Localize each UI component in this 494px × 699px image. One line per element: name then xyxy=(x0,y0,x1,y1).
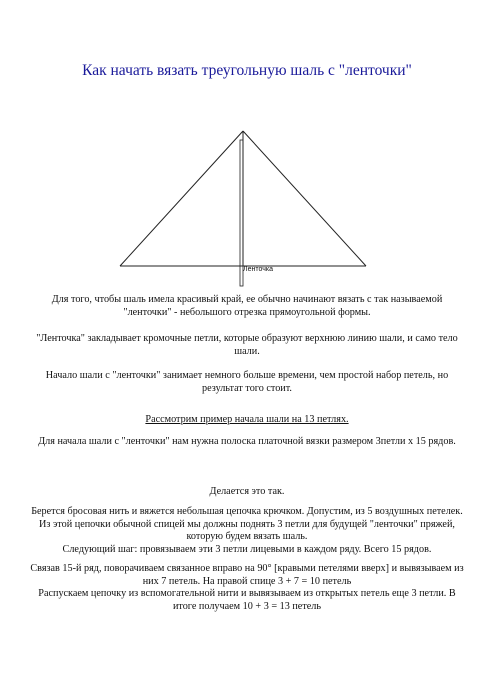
strip-paragraph: Для начала шали с "ленточки" нам нужна полоска платочной вязки размером 3петли х 15 рядов. xyxy=(38,436,456,447)
ribbon-label: Ленточка xyxy=(243,266,273,273)
shawl-left-edge xyxy=(120,131,243,266)
shawl-right-edge xyxy=(243,131,366,266)
example-heading: Рассмотрим пример начала шали на 13 петлях. xyxy=(145,414,349,425)
how-to-heading: Делается это так. xyxy=(209,486,285,497)
result-paragraph: Начало шали с "ленточки" занимает немного больше времени, чем простой набор петель, но результат того стоит. xyxy=(45,370,449,394)
intro-paragraph: Для того, чтобы шаль имела красивый край, ее обычно начинают вязать с так называемой "ленточки" - небольшого отрезка прямоугольной формы. xyxy=(51,294,443,318)
page-title: Как начать вязать треугольную шаль с "ленточки" xyxy=(82,62,412,79)
steps-paragraph: Берется бросовая нить и вяжется небольшая цепочка крючком. Допустим, из 5 воздушных петелек. Из этой цепочки обычной спицей мы должны поднять 3 петли для будущей "ленточки" пряжей, которую будем вязать шаль. Следующий шаг: провязываем эти 3 петли лицевыми в каждом ряду. Всего 15 рядов. xyxy=(31,506,463,555)
finish-paragraph: Связав 15-й ряд, поворачиваем связанное вправо на 90° [кравыми петелями вверх] и вывязываем из них 7 петель. На правой спице 3 + 7 = 10 петель Распускаем цепочку из вспомогательной нити и вывязываем из открытых петель еще 3 петли. В итоге получаем 10 + 3 = 13 петель xyxy=(30,563,464,612)
ribbon-paragraph: "Ленточка" закладывает кромочные петли, которые образуют верхнюю линию шали, и само тело шали. xyxy=(36,333,458,357)
